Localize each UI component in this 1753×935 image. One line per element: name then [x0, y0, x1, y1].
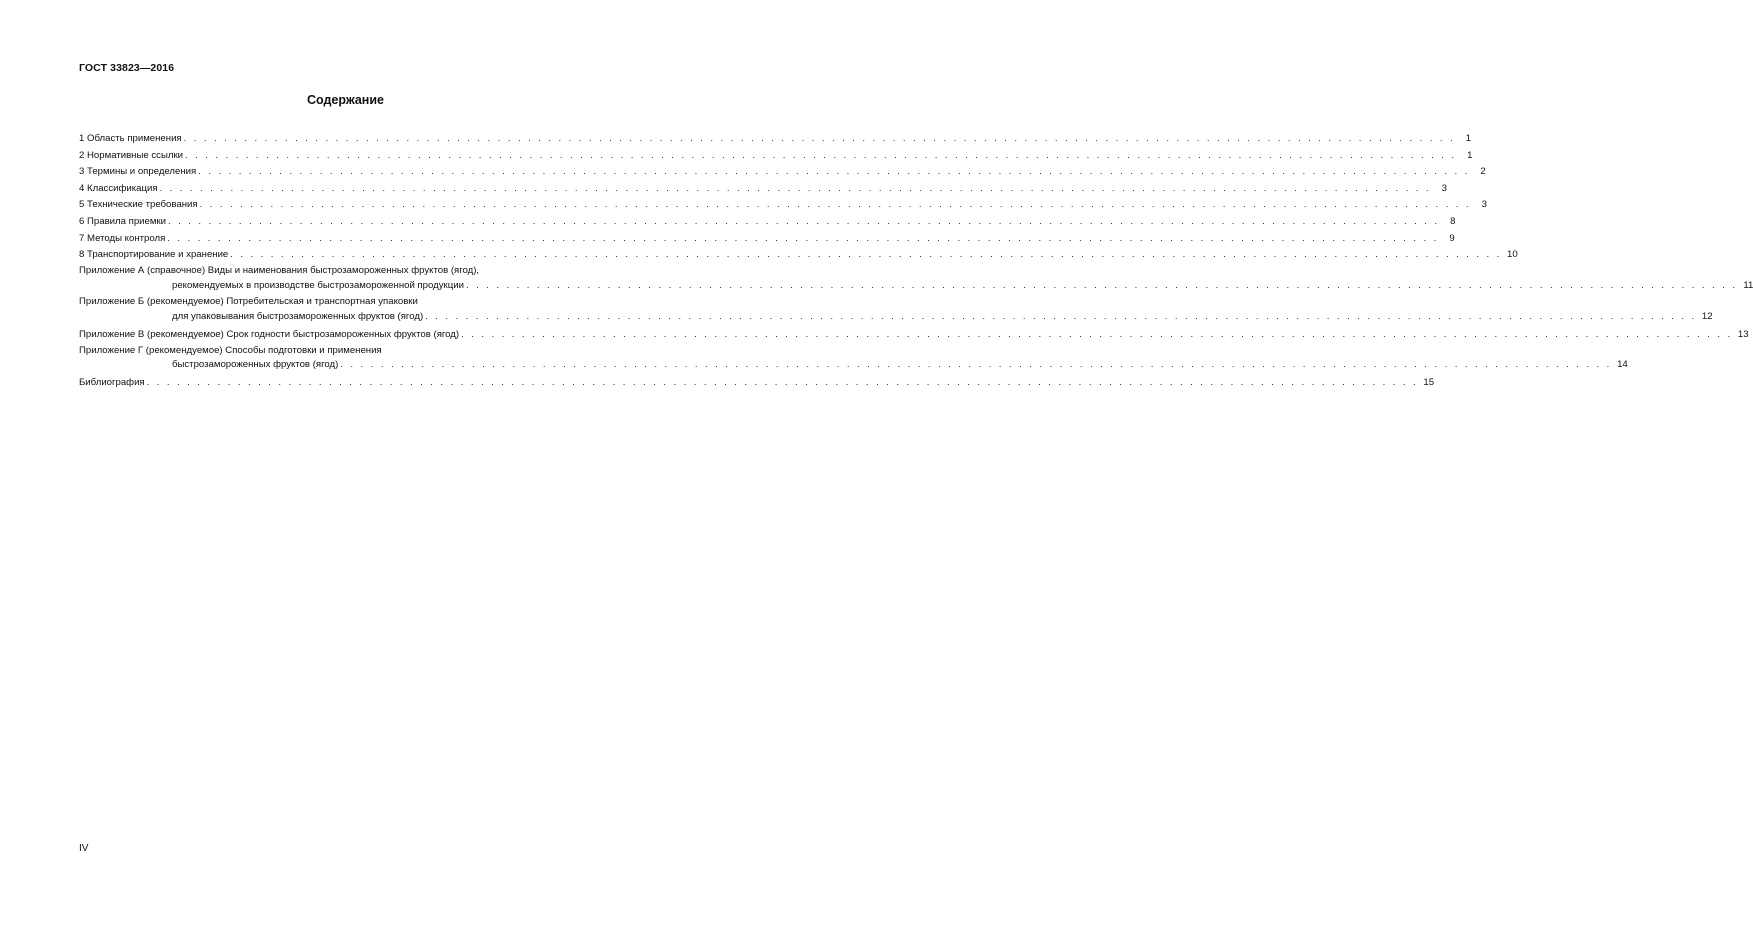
toc-dot-leader: . . . . . . . . . . . . . . . . . . . . . . . . . . . . . . . . . . . . . . . . . . . . . . . . . . . . . . . . . . . . . . . . . . . . . . . . . . . . . . . . . . . . . . . . . . . . . . . . . . . . . . . . . . . . . . . . . . . . . . . . . . . . . .	[185, 149, 1457, 161]
toc-item[interactable]	[79, 214, 1456, 231]
toc-item[interactable]	[79, 197, 1487, 214]
toc-item[interactable]	[79, 148, 1473, 165]
toc-dot-leader: . . . . . . . . . . . . . . . . . . . . . . . . . . . . . . . . . . . . . . . . . . . . . . . . . . . . . . . . . . . . . . . . . . . . . . . . . . . . . . . . . . . . . . . . . . . . . . . . . . . . . . . . . . . . . . . . . . . . . . . . . . . . . .	[183, 133, 1456, 144]
toc-item-page: 1	[1465, 133, 1472, 144]
toc-dot-leader: . . . . . . . . . . . . . . . . . . . . . . . . . . . . . . . . . . . . . . . . . . . . . . . . . . . . . . . . . . . . . . . . . . . . . . . . . . . . . . . . . . . . . . . . . . . . . . . . . . . . . . . . . . . . . . . . . . . . . . . . . . . . . .	[159, 182, 1431, 194]
toc-dot-leader: . . . . . . . . . . . . . . . . . . . . . . . . . . . . . . . . . . . . . . . . . . . . . . . . . . . . . . . . . . . . . . . . . . . . . . . . . . . . . . . . . . . . . . . . . . . . . . . . . . . . . . . . . . . . . . . . . . . . . . . . . . . . . .	[461, 328, 1733, 340]
toc-item[interactable]	[79, 247, 1518, 264]
toc-item-label-line1: Приложение Г (рекомендуемое) Способы подготовки и применения	[79, 344, 382, 356]
table-of-contents	[79, 131, 1753, 392]
toc-dot-leader: . . . . . . . . . . . . . . . . . . . . . . . . . . . . . . . . . . . . . . . . . . . . . . . . . . . . . . . . . . . . . . . . . . . . . . . . . . . . . . . . . . . . . . . . . . . . . . . . . . . . . . . . . . . . . . . . . . . . . . . . . . . . . .	[167, 232, 1439, 244]
toc-item-label-line2: рекомендуемых в производстве быстрозамороженной продукции	[172, 279, 464, 291]
toc-item-label: Приложение В (рекомендуемое) Срок годности быстрозамороженных фруктов (ягод)	[79, 328, 460, 340]
toc-item-page: 2	[1480, 166, 1486, 178]
toc-dot-leader: . . . . . . . . . . . . . . . . . . . . . . . . . . . . . . . . . . . . . . . . . . . . . . . . . . . . . . . . . . . . . . . . . . . . . . . . . . . . . . . . . . . . . . . . . . . . . . . . . . . . . . . . . . . . . . . . . . . . . . . . . . . . . .	[198, 166, 1470, 178]
toc-item-page: 13	[1737, 328, 1749, 340]
toc-item-label-line2: быстрозамороженных фруктов (ягод)	[172, 359, 339, 371]
toc-item-label: 6 Правила приемки	[79, 215, 166, 227]
toc-item-label-line1: Приложение Б (рекомендуемое) Потребительская и транспортная упаковки	[79, 296, 418, 308]
toc-item-page: 15	[1423, 377, 1435, 389]
toc-item-page: 8	[1450, 215, 1456, 227]
toc-item-label: 1 Область применения	[79, 133, 182, 144]
toc-dot-leader: . . . . . . . . . . . . . . . . . . . . . . . . . . . . . . . . . . . . . . . . . . . . . . . . . . . . . . . . . . . . . . . . . . . . . . . . . . . . . . . . . . . . . . . . . . . . . . . . . . . . . . . . . . . . . . . . . . . . . . . . . . . . . .	[340, 359, 1612, 371]
toc-item-page: 12	[1701, 311, 1713, 323]
toc-item[interactable]	[79, 344, 1628, 374]
toc-item[interactable]	[79, 327, 1749, 344]
toc-item-label: 7 Методы контроля	[79, 232, 166, 244]
toc-dot-leader: . . . . . . . . . . . . . . . . . . . . . . . . . . . . . . . . . . . . . . . . . . . . . . . . . . . . . . . . . . . . . . . . . . . . . . . . . . . . . . . . . . . . . . . . . . . . . . . . . . . . . . . . . . . . . . . . . . . . . . . . . . . . . .	[230, 249, 1502, 261]
toc-item-page: 1	[1467, 149, 1473, 161]
toc-item[interactable]	[79, 131, 1472, 148]
toc-item-page: 3	[1481, 199, 1487, 211]
toc-item-label: 8 Транспортирование и хранение	[79, 249, 229, 261]
toc-dot-leader: . . . . . . . . . . . . . . . . . . . . . . . . . . . . . . . . . . . . . . . . . . . . . . . . . . . . . . . . . . . . . . . . . . . . . . . . . . . . . . . . . . . . . . . . . . . . . . . . . . . . . . . . . . . . . . . . . . . . . . . . . . . . . .	[425, 311, 1697, 323]
toc-item-page: 3	[1441, 182, 1447, 194]
document-header: ГОСТ 33823—2016	[79, 62, 175, 74]
toc-dot-leader: . . . . . . . . . . . . . . . . . . . . . . . . . . . . . . . . . . . . . . . . . . . . . . . . . . . . . . . . . . . . . . . . . . . . . . . . . . . . . . . . . . . . . . . . . . . . . . . . . . . . . . . . . . . . . . . . . . . . . . . . . . . . . .	[199, 199, 1471, 211]
page-title: Содержание	[306, 93, 384, 107]
toc-item-label: Библиография	[79, 377, 145, 389]
toc-item-label-line2: для упаковывания быстрозамороженных фруктов (ягод)	[172, 311, 424, 323]
toc-dot-leader: . . . . . . . . . . . . . . . . . . . . . . . . . . . . . . . . . . . . . . . . . . . . . . . . . . . . . . . . . . . . . . . . . . . . . . . . . . . . . . . . . . . . . . . . . . . . . . . . . . . . . . . . . . . . . . . . . . . . . . . . . . . . . .	[146, 377, 1419, 389]
toc-item-label-line1: Приложение А (справочное) Виды и наименования быстрозамороженных фруктов (ягод),	[79, 264, 480, 276]
toc-item[interactable]	[79, 231, 1455, 248]
toc-item-label: 5 Технические требования	[79, 199, 198, 211]
toc-item[interactable]	[79, 375, 1435, 392]
toc-item-label: 3 Термины и определения	[79, 166, 197, 178]
toc-item-page: 9	[1449, 232, 1455, 244]
toc-item[interactable]	[79, 181, 1447, 198]
toc-item-page: 14	[1617, 359, 1628, 371]
toc-item[interactable]	[79, 264, 1753, 294]
toc-item[interactable]	[79, 295, 1713, 325]
toc-item-label: 4 Классификация	[79, 182, 158, 194]
toc-dot-leader: . . . . . . . . . . . . . . . . . . . . . . . . . . . . . . . . . . . . . . . . . . . . . . . . . . . . . . . . . . . . . . . . . . . . . . . . . . . . . . . . . . . . . . . . . . . . . . . . . . . . . . . . . . . . . . . . . . . . . . . . . . . . . .	[465, 279, 1738, 291]
toc-item[interactable]	[79, 164, 1486, 181]
toc-item-label: 2 Нормативные ссылки	[79, 149, 184, 161]
page-number: IV	[79, 843, 89, 854]
toc-item-page: 10	[1507, 249, 1518, 261]
toc-dot-leader: . . . . . . . . . . . . . . . . . . . . . . . . . . . . . . . . . . . . . . . . . . . . . . . . . . . . . . . . . . . . . . . . . . . . . . . . . . . . . . . . . . . . . . . . . . . . . . . . . . . . . . . . . . . . . . . . . . . . . . . . . . . . . .	[168, 215, 1440, 227]
toc-item-page: 11	[1743, 279, 1753, 291]
